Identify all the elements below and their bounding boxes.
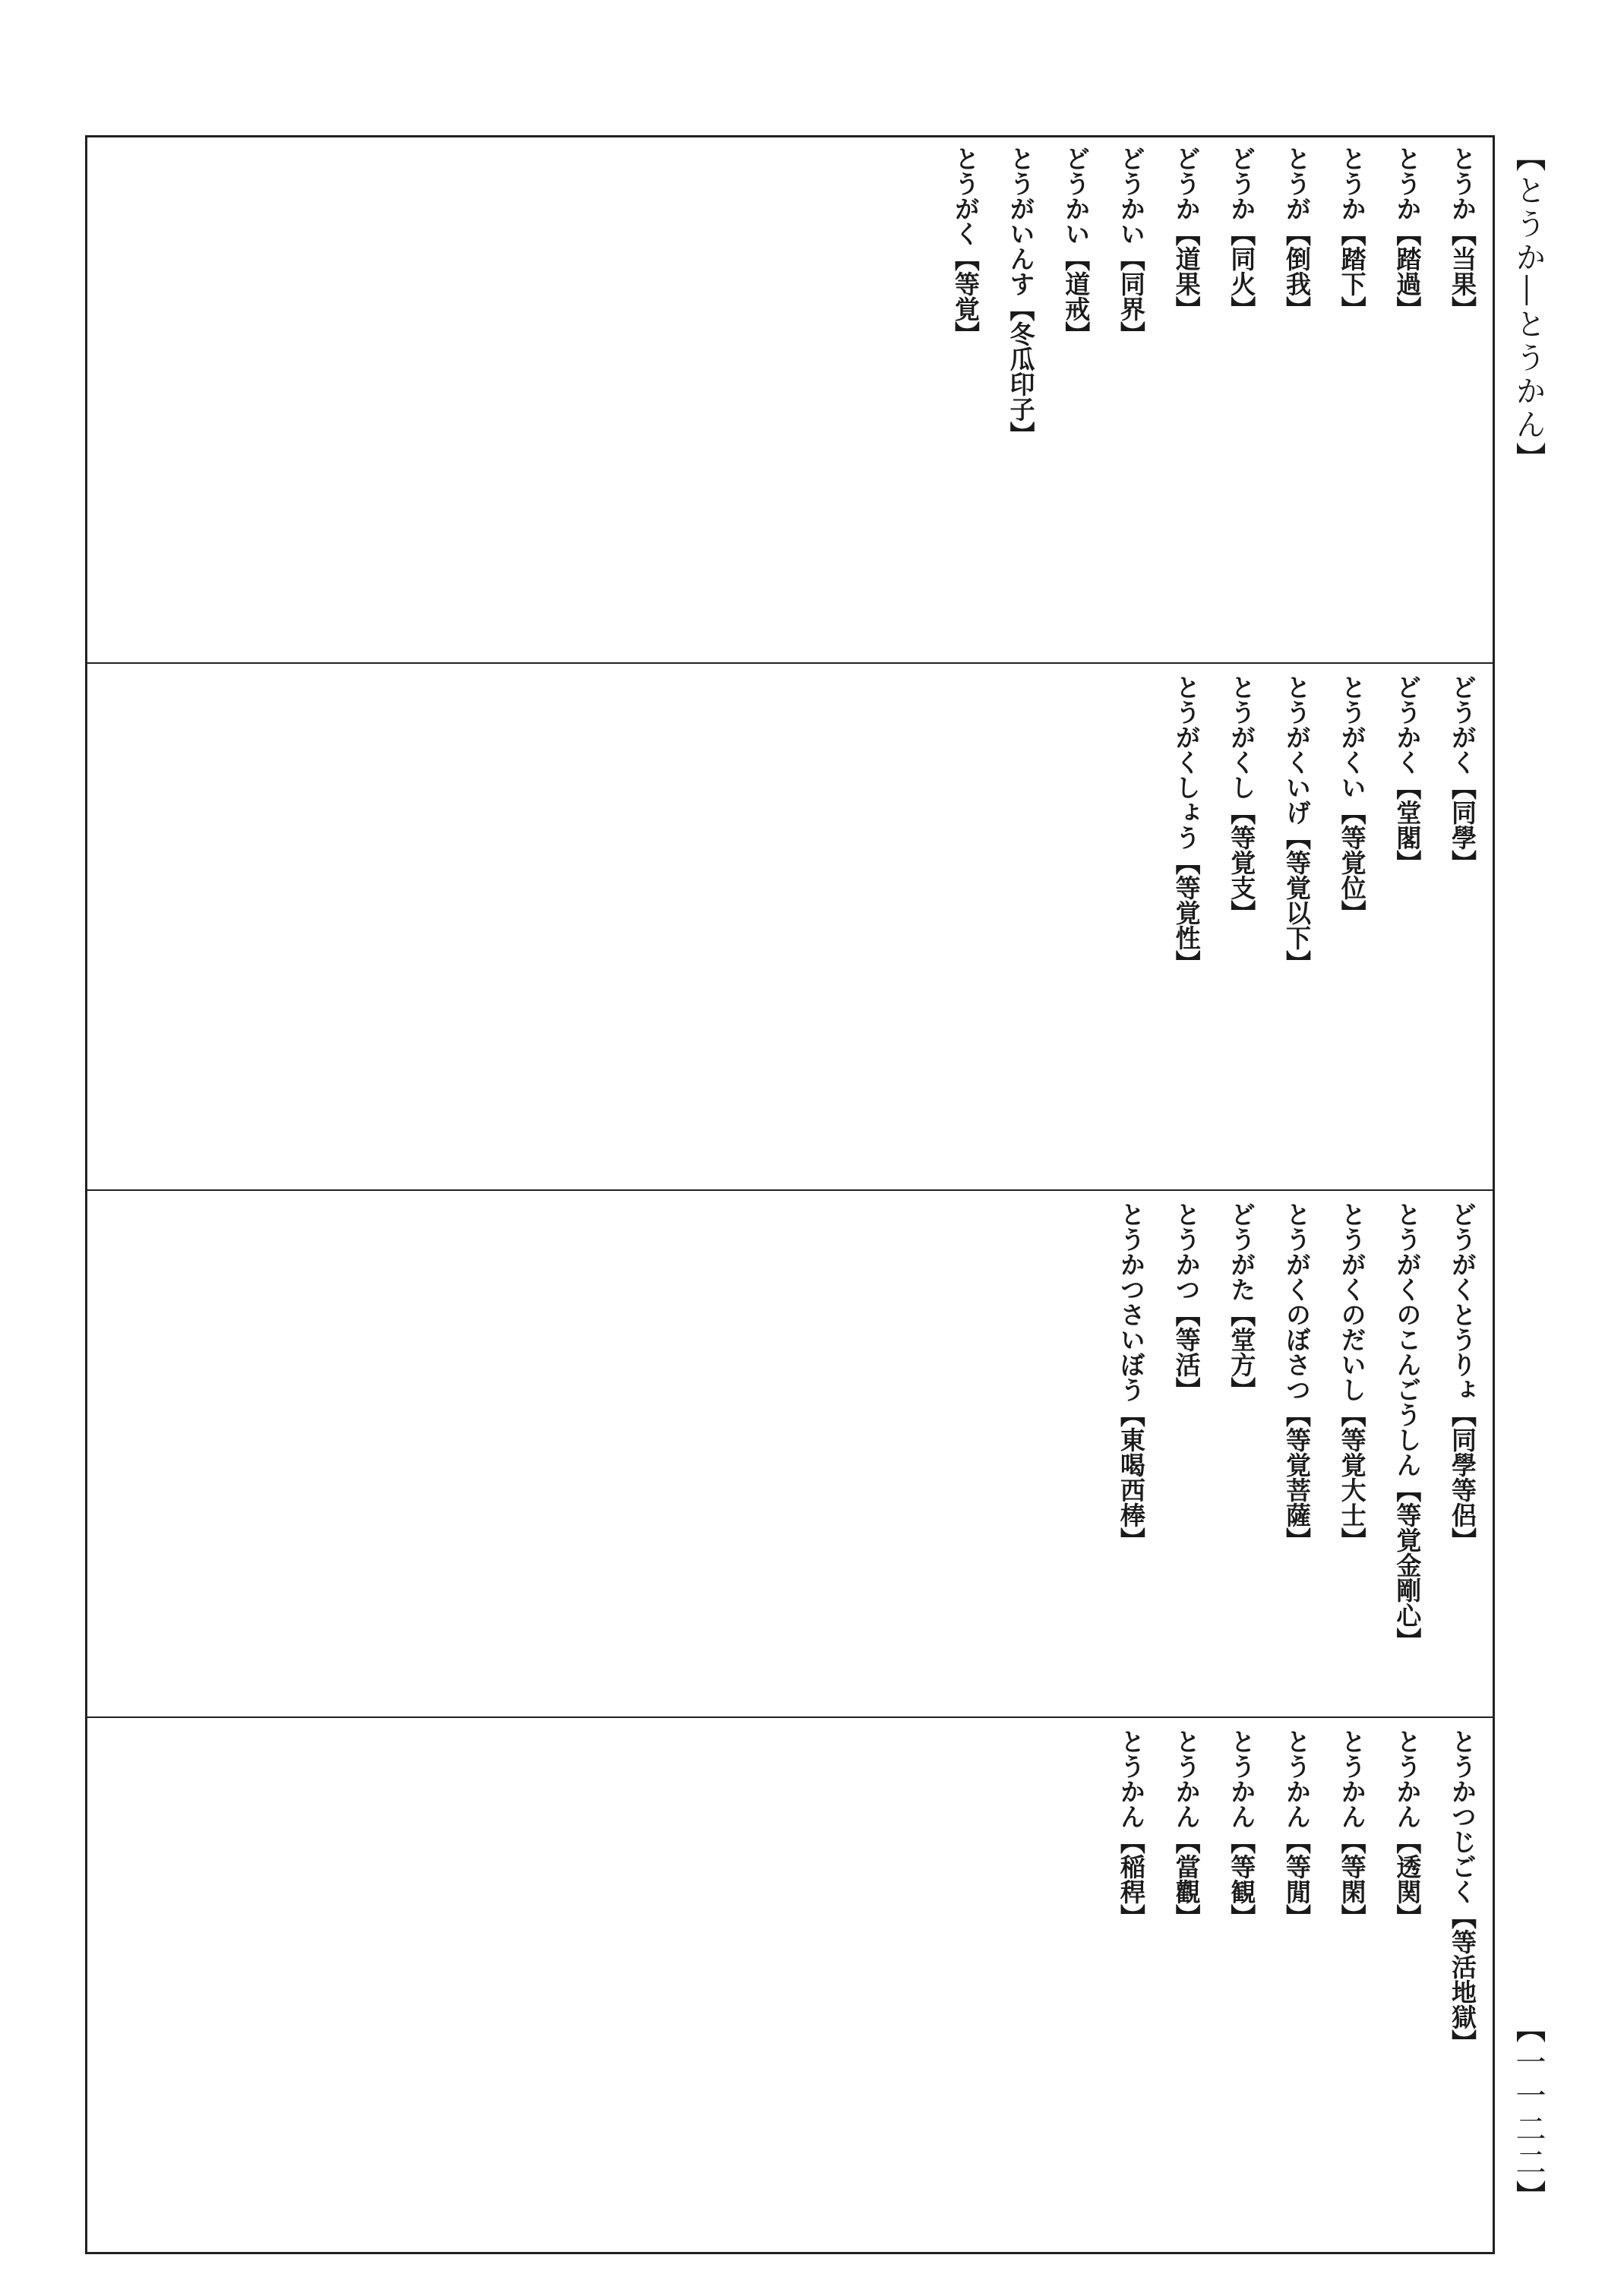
dictionary-entry [1218,1729,1265,2230]
dictionary-entry [1438,146,1486,649]
entry-headword: とうか【踏過】 [1392,146,1423,321]
dictionary-entry [1328,146,1376,649]
entry-headword: とうかつじごく【等活地獄】 [1448,1729,1477,2054]
dictionary-entry [1107,1729,1155,2230]
entry-headword: とうかつさいぼう【東喝西棒】 [1116,1202,1146,1552]
entry-headword: とうかん【等閒】 [1281,1729,1312,1929]
dictionary-entry [1162,1202,1210,1703]
dictionary-entry [1383,1202,1431,1703]
dictionary-entry [1272,1202,1320,1703]
dictionary-entry [1383,1729,1431,2230]
entry-headword: どうがく【同學】 [1448,674,1477,875]
entry-headword: とうが【倒我】 [1281,146,1312,321]
running-head: 【とうか―とうかん】 [1511,141,1546,475]
dictionary-entry [1438,1729,1486,2230]
entry-headword: どうかく【堂閣】 [1392,674,1423,875]
dictionary-entry [1272,674,1320,1176]
dictionary-entry [1328,1729,1376,2230]
dictionary-entry [1052,146,1100,649]
dictionary-entry [1218,146,1265,649]
entry-headword: どうがた【堂方】 [1227,1202,1257,1402]
dictionary-entry [997,146,1044,649]
dictionary-entry [1383,146,1431,649]
entry-headword: とうかん【稲稈】 [1116,1729,1146,1929]
entry-headword: とうがくいげ【等覚以下】 [1281,674,1312,975]
entry-headword: とうかつ【等活】 [1171,1202,1202,1402]
tier-4-entries [94,1729,1486,2230]
dictionary-entry [1162,674,1210,1176]
tier-1-entries [94,146,1486,649]
tier-1 [85,135,1495,656]
tier-3-entries [94,1202,1486,1703]
dictionary-entry [1272,1729,1320,2230]
entry-headword: とうがくのこんごうしん【等覚金剛心】 [1392,1202,1423,1653]
entry-headword: どうか【道果】 [1171,146,1202,321]
dictionary-entry [1162,1729,1210,2230]
dictionary-entry [1218,1202,1265,1703]
dictionary-entry [1328,674,1376,1176]
entry-headword: とうかん【當觀】 [1171,1729,1202,1929]
dictionary-entry [1438,674,1486,1176]
dictionary-entry [1272,146,1320,649]
entry-headword: どうか【同火】 [1227,146,1257,321]
entry-headword: とうがくしょう【等覚性】 [1171,674,1202,975]
dictionary-entry [1218,674,1265,1176]
dictionary-entry [1383,674,1431,1176]
entry-headword: とうか【当果】 [1448,146,1477,321]
entry-headword: とうがく【等覚】 [950,146,981,346]
entry-headword: とうがくい【等覚位】 [1337,674,1367,925]
entry-headword: どうかい【同界】 [1116,146,1146,346]
entry-headword: どうがくとうりょ【同學等侶】 [1448,1202,1477,1552]
dictionary-entry [1328,1202,1376,1703]
dictionary-entry [1107,146,1155,649]
tier-2-entries [94,674,1486,1176]
entry-headword: とうがくのだいし【等覚大士】 [1337,1202,1367,1552]
dictionary-entry [1438,1202,1486,1703]
entry-headword: とうがくのぼさつ【等覚菩薩】 [1281,1202,1312,1552]
dictionary-entry [941,146,989,649]
tier-3 [85,1189,1495,1710]
page-number: 【一一二二】 [1511,2013,1546,2213]
dictionary-entry [1162,146,1210,649]
entry-headword: とうかん【透関】 [1392,1729,1423,1929]
entry-headword: とうがくし【等覚支】 [1227,674,1257,925]
entry-headword: とうかん【等観】 [1227,1729,1257,1929]
entry-headword: とうかん【等閑】 [1337,1729,1367,1929]
entry-headword: とうがいんす【冬瓜印子】 [1006,146,1036,447]
entry-headword: どうかい【道戒】 [1061,146,1092,346]
tier-2 [85,662,1495,1183]
dictionary-entry [1107,1202,1155,1703]
tier-4 [85,1716,1495,2238]
entry-headword: とうか【踏下】 [1337,146,1367,321]
